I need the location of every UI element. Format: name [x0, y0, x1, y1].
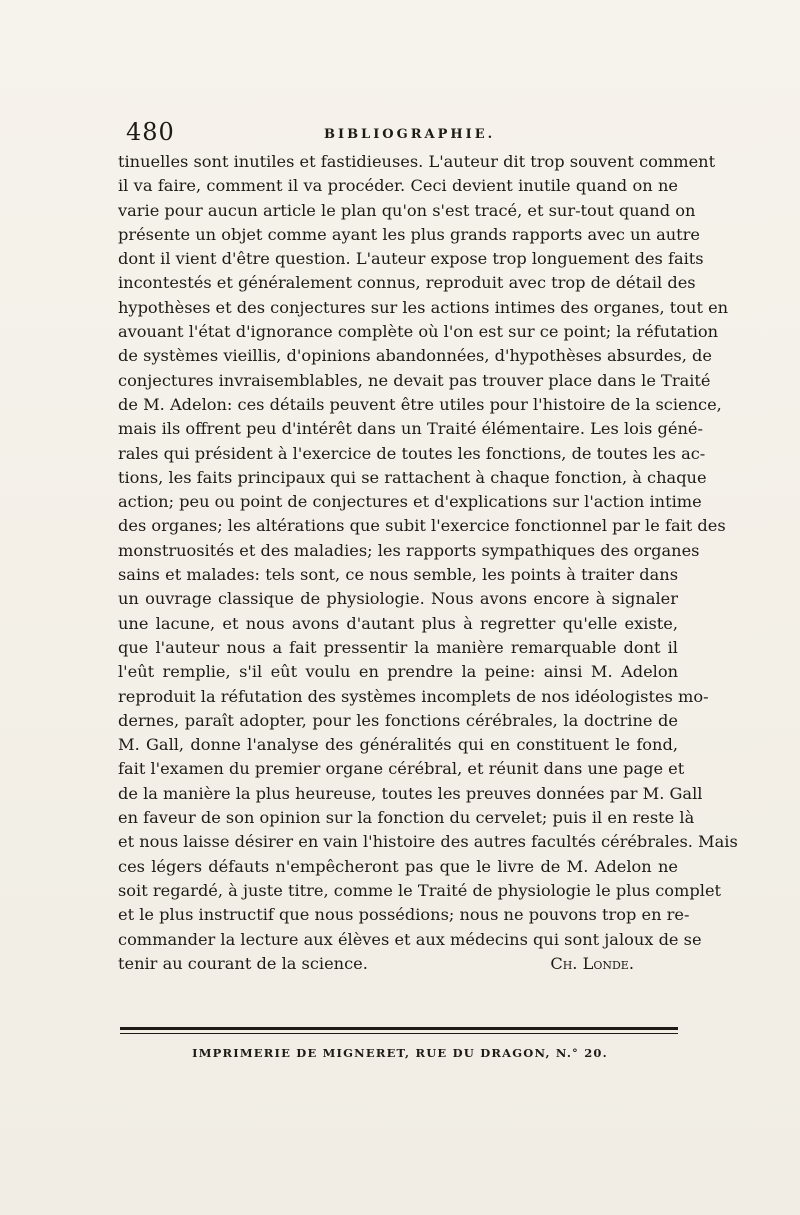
text-line: dont il vient d'être question. L'auteur expose trop longuement des faits	[118, 249, 704, 269]
text-line: tions, les faits principaux qui se rattachent à chaque fonction, à chaque	[118, 467, 707, 487]
text-line: l'eût remplie, s'il eût voulu en prendre la peine: ainsi M. Adelon	[118, 662, 678, 682]
text-line: et nous laisse désirer en vain l'histoire des autres facultés cérébrales. Mais	[118, 832, 738, 852]
text-line: fait l'examen du premier organe cérébral, et réunit dans une page et	[118, 759, 685, 779]
text-line: reproduit la réfutation des systèmes incomplets de nos idéologistes mo-	[118, 686, 709, 706]
text-line: hypothèses et des conjectures sur les actions intimes des organes, tout en	[118, 297, 729, 317]
text-line: un ouvrage classique de physiologie. Nous avons encore à signaler	[118, 589, 678, 609]
page-number: 480	[126, 118, 175, 146]
author-signature: Ch. Londe.	[550, 953, 634, 973]
text-line: varie pour aucun article le plan qu'on s'est tracé, et sur-tout quand on	[118, 200, 696, 220]
text-line: M. Gall, donne l'analyse des généralités qui en constituent le fond,	[118, 735, 678, 755]
bleed-through-shadow	[128, 832, 688, 1022]
text-line: et le plus instructif que nous possédions; nous ne pouvons trop en re-	[118, 905, 690, 925]
text-line: incontestés et généralement connus, reproduit avec trop de détail des	[118, 273, 696, 293]
text-line: il va faire, comment il va procéder. Ceci devient inutile quand on ne	[118, 176, 678, 196]
text-line: conjectures invraisemblables, ne devait pas trouver place dans le Traité	[118, 370, 711, 390]
final-line-text: tenir au courant de la science.	[118, 953, 368, 973]
text-line: de systèmes vieillis, d'opinions abandonnées, d'hypothèses absurdes, de	[118, 346, 712, 366]
text-line: avouant l'état d'ignorance complète où l'on est sur ce point; la réfutation	[118, 322, 719, 342]
text-line: de M. Adelon: ces détails peuvent être utiles pour l'histoire de la science,	[118, 394, 722, 414]
text-line: que l'auteur nous a fait pressentir la manière remarquable dont il	[118, 637, 678, 657]
text-line: ces légers défauts n'empêcheront pas que le livre de M. Adelon ne	[118, 856, 678, 876]
footer-rule-thick	[120, 1027, 678, 1030]
text-line: commander la lecture aux élèves et aux médecins qui sont jaloux de se	[118, 929, 702, 949]
text-line: en faveur de son opinion sur la fonction du cervelet; puis il en reste là	[118, 808, 695, 828]
running-title: BIBLIOGRAPHIE.	[324, 127, 496, 142]
text-line: tinuelles sont inutiles et fastidieuses. L'auteur dit trop souvent comment	[118, 152, 716, 171]
text-line: de la manière la plus heureuse, toutes les preuves données par M. Gall	[118, 783, 703, 803]
text-line: dernes, paraît adopter, pour les fonctions cérébrales, la doctrine de	[118, 710, 678, 730]
page-header	[118, 118, 678, 150]
printer-imprint: IMPRIMERIE DE MIGNERET, RUE DU DRAGON, N.° 20.	[192, 1046, 608, 1060]
text-line: une lacune, et nous avons d'autant plus à regretter qu'elle existe,	[118, 613, 678, 633]
text-line: monstruosités et des maladies; les rapports sympathiques des organes	[118, 540, 700, 560]
text-line: sains et malades: tels sont, ce nous semble, les points à traiter dans	[118, 565, 678, 585]
text-line: mais ils offrent peu d'intérêt dans un Traité élémentaire. Les lois géné-	[118, 419, 703, 439]
footer-rule-thin	[120, 1033, 678, 1034]
text-line: soit regardé, à juste titre, comme le Traité de physiologie le plus complet	[118, 880, 722, 900]
text-line: présente un objet comme ayant les plus grands rapports avec un autre	[118, 224, 700, 244]
text-line: action; peu ou point de conjectures et d'explications sur l'action intime	[118, 492, 702, 512]
text-line: rales qui président à l'exercice de toutes les fonctions, de toutes les ac-	[118, 443, 706, 463]
text-line: des organes; les altérations que subit l'exercice fonctionnel par le fait des	[118, 516, 726, 536]
